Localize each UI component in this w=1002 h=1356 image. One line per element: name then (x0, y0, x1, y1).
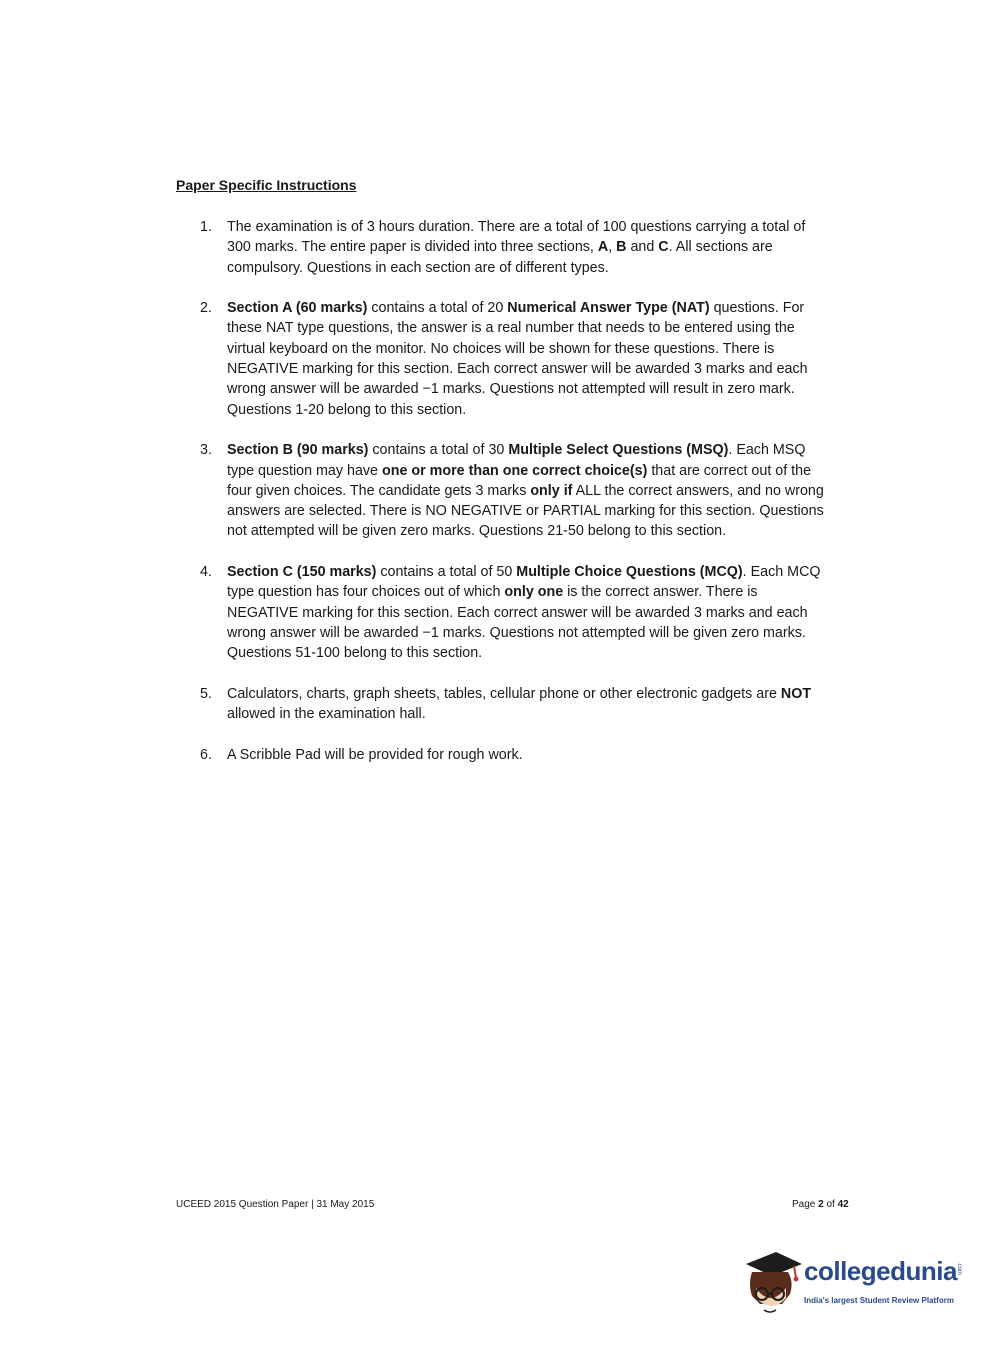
footer-title: UCEED 2015 Question Paper | 31 May 2015 (176, 1199, 375, 1210)
bold-text: B (616, 239, 627, 256)
bold-text: only one (504, 584, 564, 601)
list-item (200, 684, 830, 725)
text-run: Calculators, charts, graph sheets, tables, cellular phone or other electronic gadgets are (227, 685, 781, 702)
page-number (792, 1199, 849, 1210)
list-item-text (227, 298, 830, 420)
bold-text: NOT (780, 685, 812, 702)
list-item-number: 5. (200, 685, 212, 702)
text-run: contains a total of 50 (376, 564, 517, 581)
text-run: questions. For these NAT type questions, the answer is a real number that needs to be entered using the virtual keyboard on the monitor. No choices will be shown for these questions. There is NEGATIVE marking for this section. Each correct answer will be awarded 3 marks and each wrong answer will be awarded −1 marks. Questions not attempted will result in zero mark. Questions 1-20 belong to this section. (227, 300, 808, 418)
bold-text: only if (530, 482, 573, 499)
list-item-number: 3. (200, 442, 212, 459)
text-run: contains a total of 20 (367, 300, 508, 317)
text-run: is the correct answer. There is NEGATIVE marking for this section. Each correct answer will be awarded 3 marks and each wrong answer will be awarded −1 marks. Questions not attempted will be given zero marks. Questions 51-100 belong to this section. (227, 584, 808, 662)
brand-suffix: .com (956, 1262, 962, 1276)
text-run: allowed in the examination hall. (227, 706, 426, 723)
text-run: . Each MCQ type question has four choices out of which (227, 564, 821, 601)
text-run: and (626, 239, 659, 256)
list-item (200, 217, 830, 278)
page-prefix: Page (792, 1199, 819, 1210)
list-item-number: 1. (200, 219, 212, 235)
list-item (200, 745, 830, 765)
bold-text: C (658, 239, 669, 256)
page-current: 2 (818, 1199, 824, 1210)
bold-text: A (597, 239, 609, 256)
list-item-number: 2. (200, 300, 212, 317)
list-item-number: 6. (200, 746, 212, 763)
text-run: that are correct out of the four given choices. The candidate gets 3 marks (227, 462, 812, 499)
brand-logo (742, 1248, 972, 1318)
list-item-number: 4. (200, 564, 212, 581)
text-run: contains a total of 30 (368, 442, 509, 459)
text-run: A Scribble Pad will be provided for rough work. (227, 746, 523, 763)
bold-text: Section B (90 marks) (227, 442, 369, 459)
mascot-icon (742, 1248, 804, 1318)
bold-text: Numerical Answer Type (NAT) (507, 300, 710, 317)
page-mid: of (823, 1199, 838, 1210)
text-run: . Each MSQ type question may have (227, 442, 806, 479)
list-item-text (227, 217, 830, 278)
instructions-list (200, 217, 830, 785)
list-item-text (227, 745, 830, 765)
list-item-text (227, 562, 830, 663)
list-item-text (227, 440, 830, 541)
brand-name: collegedunia (804, 1256, 957, 1286)
brand-tagline: India's largest Student Review Platform (804, 1296, 954, 1305)
bold-text: Multiple Select Questions (MSQ) (508, 442, 729, 459)
list-item (200, 440, 830, 541)
text-run: , (608, 239, 617, 256)
bold-text: Section C (150 marks) (227, 564, 377, 581)
page-heading: Paper Specific Instructions (176, 177, 357, 193)
list-item (200, 298, 830, 420)
bold-text: one or more than one correct choice(s) (381, 462, 648, 479)
text-run: . All sections are compulsory. Questions in each section are of different types. (227, 239, 773, 276)
text-run: ALL the correct answers, and no wrong answers are selected. There is NO NEGATIVE or PARTIAL marking for this section. Questions not attempted will be given zero marks. Questions 21-50 belong to this section. (227, 482, 824, 540)
bold-text: Section A (60 marks) (227, 300, 368, 317)
list-item-text (227, 684, 830, 725)
bold-text: Multiple Choice Questions (MCQ) (516, 564, 743, 581)
page-total: 42 (837, 1199, 849, 1210)
list-item (200, 562, 830, 663)
text-run: The examination is of 3 hours duration. There are a total of 100 questions carrying a total of 300 marks. The entire paper is divided into three sections, (227, 219, 806, 256)
